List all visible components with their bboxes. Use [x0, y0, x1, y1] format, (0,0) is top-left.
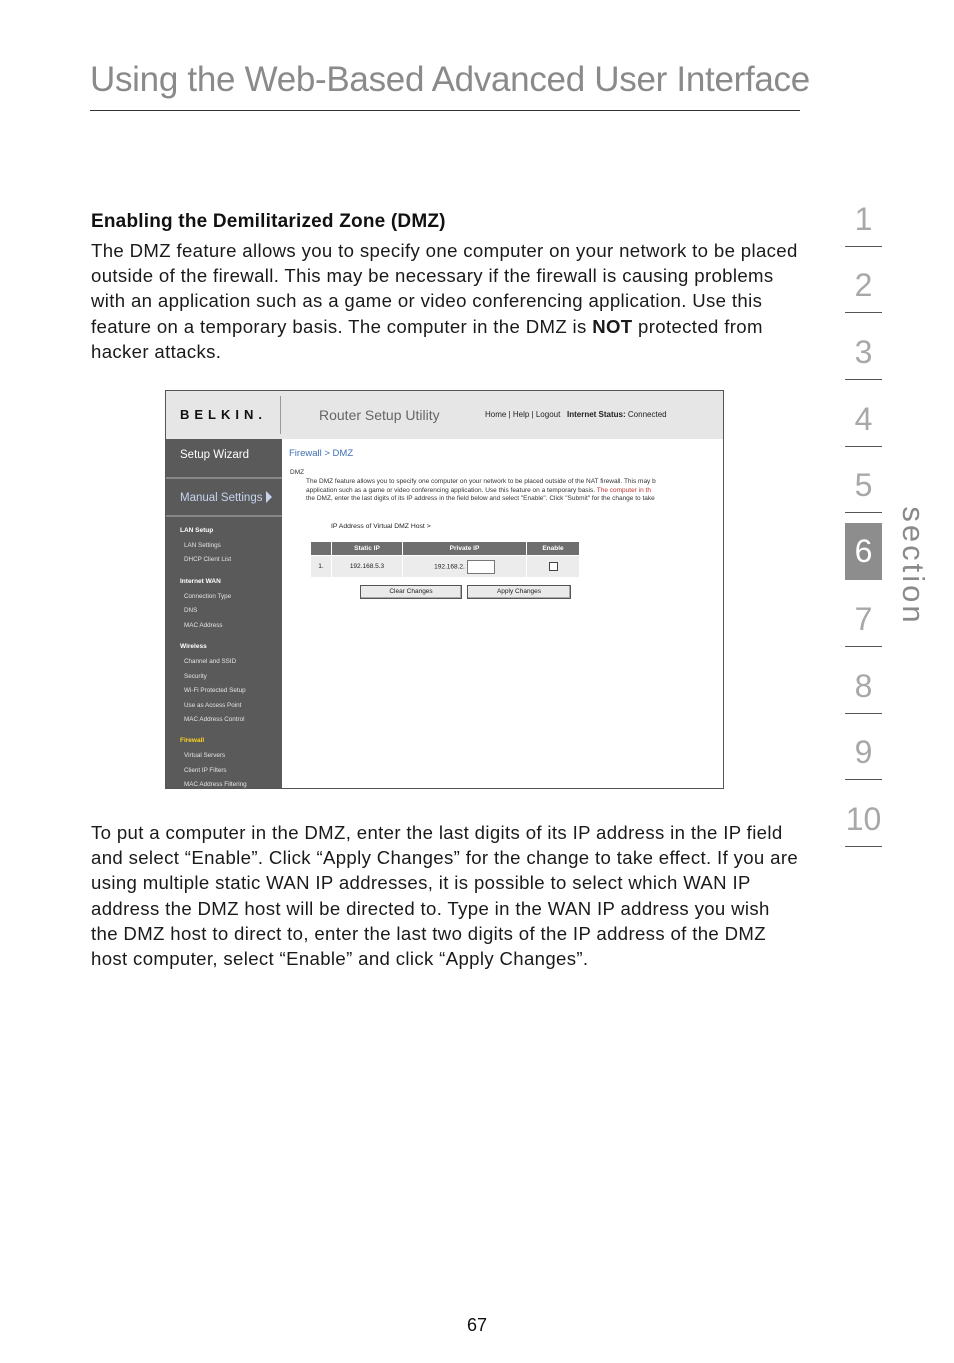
section-item-6-active[interactable]: [845, 513, 882, 580]
section-nav: [845, 180, 882, 847]
section-item-3[interactable]: [845, 313, 882, 380]
sidebar-item-lan-settings[interactable]: LAN Settings: [184, 542, 221, 549]
divider: [280, 396, 281, 434]
emphasis-not: NOT: [592, 315, 633, 337]
section-label-text: section: [896, 506, 931, 626]
enable-checkbox[interactable]: [549, 562, 558, 571]
table-header-static-ip: Static IP: [332, 542, 403, 556]
divider: [166, 477, 282, 479]
section-number: 3: [854, 334, 873, 371]
section-item-4[interactable]: [845, 380, 882, 447]
page-title: Using the Web-Based Advanced User Interface: [90, 60, 810, 99]
home-link[interactable]: Home: [485, 410, 507, 419]
table-header-index: [311, 542, 332, 556]
section-number: 7: [854, 600, 873, 637]
desc-line: The DMZ feature allows you to specify one computer on your network to be placed outside of the NAT firewall. This may b: [306, 478, 656, 485]
desc-line: the DMZ, enter the last digits of its IP address in the field below and select "Enable". Click "Submit" for the change to take: [306, 495, 655, 503]
section-label: [893, 508, 933, 628]
manual-settings-label: Manual Settings: [180, 492, 263, 504]
sidebar-group-wan: Internet WAN: [180, 578, 221, 585]
table-header-private-ip: Private IP: [402, 542, 526, 556]
app-title: Router Setup Utility: [319, 407, 440, 423]
setup-wizard-link[interactable]: Setup Wizard: [180, 449, 250, 461]
intro-text-end: protected from hacker attacks.: [91, 315, 763, 362]
sidebar-item-mac-address-control[interactable]: MAC Address Control: [184, 716, 245, 723]
section-number: 10: [845, 800, 882, 837]
desc-warning-text: The computer in th: [596, 486, 651, 494]
clear-changes-button[interactable]: Clear Changes: [360, 585, 462, 599]
section-number: 4: [854, 400, 873, 437]
breadcrumb: Firewall > DMZ: [289, 448, 354, 459]
top-links: Home | Help | Logout Internet Status: Connected: [485, 410, 667, 419]
row-index: 1.: [311, 556, 332, 578]
private-ip-input[interactable]: [467, 560, 495, 574]
belkin-logo: BELKIN.: [180, 407, 267, 422]
arrow-right-icon: [266, 491, 272, 503]
router-screenshot: [165, 390, 724, 789]
sidebar-group-wireless: Wireless: [180, 643, 207, 650]
dmz-table: [310, 541, 580, 578]
enable-cell: [527, 556, 580, 578]
sidebar-item-dhcp-client-list[interactable]: DHCP Client List: [184, 556, 232, 563]
sidebar-item-channel-ssid[interactable]: Channel and SSID: [184, 658, 237, 665]
desc-text: application such as a game or video conferencing application. Use this feature on a temporary basis.: [306, 486, 597, 494]
router-sidebar: [166, 439, 282, 788]
sidebar-item-connection-type[interactable]: Connection Type: [184, 593, 232, 600]
logout-link[interactable]: Logout: [535, 410, 561, 419]
internet-status-label: Internet Status:: [567, 410, 626, 419]
table-row: [311, 556, 580, 578]
page-number: 67: [466, 1315, 488, 1335]
section-number: 5: [854, 467, 873, 504]
section-item-8[interactable]: [845, 647, 882, 714]
section-item-5[interactable]: [845, 447, 882, 514]
section-item-1[interactable]: [845, 180, 882, 247]
sidebar-item-dns[interactable]: DNS: [184, 607, 198, 614]
private-ip-prefix: 192.168.2.: [434, 563, 465, 571]
sidebar-item-virtual-servers[interactable]: Virtual Servers: [184, 752, 226, 759]
sidebar-item-mac-address-filtering[interactable]: MAC Address Filtering: [184, 781, 247, 788]
intro-paragraph: [91, 238, 801, 364]
sidebar-item-mac-address[interactable]: MAC Address: [184, 622, 223, 629]
section-number: 9: [854, 734, 873, 771]
sidebar-group-firewall: Firewall: [180, 737, 205, 744]
section-number: 2: [854, 267, 873, 304]
divider: [845, 846, 882, 847]
desc-line: [306, 487, 724, 496]
section-number: 1: [854, 200, 873, 237]
intro-text: The DMZ feature allows you to specify one computer on your network to be placed outside of the firewall. This may be necessary if the firewall is causing problems with an application such as a game or video conferencing application. Use this feature on a temporary basis. The computer in the DMZ is: [91, 240, 798, 337]
private-ip-cell: [402, 556, 526, 578]
sidebar-item-wps[interactable]: Wi-Fi Protected Setup: [184, 687, 246, 694]
dmz-label: DMZ: [290, 469, 305, 476]
router-main: [282, 439, 723, 788]
instructions-paragraph: To put a computer in the DMZ, enter the last digits of its IP address in the IP field and select “Enable”. Click “Apply Changes” for the change to take effect. If you are using multiple static WAN IP addresses, it is possible to select which WAN IP address the DMZ host will be directed to. Type in the WAN IP address you wish the DMZ host to direct to, enter the last two digits of the IP address of the DMZ host computer, select “Enable” and click “Apply Changes”.: [91, 822, 799, 970]
apply-changes-button[interactable]: Apply Changes: [467, 585, 571, 599]
section-item-7[interactable]: [845, 580, 882, 647]
manual-settings-link[interactable]: [180, 491, 272, 504]
internet-status-value: Connected: [627, 410, 667, 419]
section-number-active: 6: [845, 523, 882, 580]
sidebar-item-client-ip-filters[interactable]: Client IP Filters: [184, 767, 227, 774]
sidebar-item-security[interactable]: Security: [184, 673, 207, 680]
dmz-description: [306, 478, 724, 504]
router-header: [166, 391, 723, 439]
section-number: 8: [854, 667, 873, 704]
static-ip-value: 192.168.5.3: [332, 556, 403, 578]
section-heading: Enabling the Demilitarized Zone (DMZ): [91, 211, 446, 232]
table-header-enable: Enable: [527, 542, 580, 556]
section-item-9[interactable]: [845, 714, 882, 781]
section-item-10[interactable]: [845, 780, 882, 847]
section-item-2[interactable]: [845, 247, 882, 314]
sidebar-group-lan: LAN Setup: [180, 527, 214, 534]
table-header-row: [311, 542, 580, 556]
ip-address-label: IP Address of Virtual DMZ Host >: [331, 523, 431, 530]
divider: [166, 515, 282, 517]
help-link[interactable]: Help: [512, 410, 530, 419]
title-rule: [90, 110, 800, 111]
sidebar-item-access-point[interactable]: Use as Access Point: [184, 702, 242, 709]
